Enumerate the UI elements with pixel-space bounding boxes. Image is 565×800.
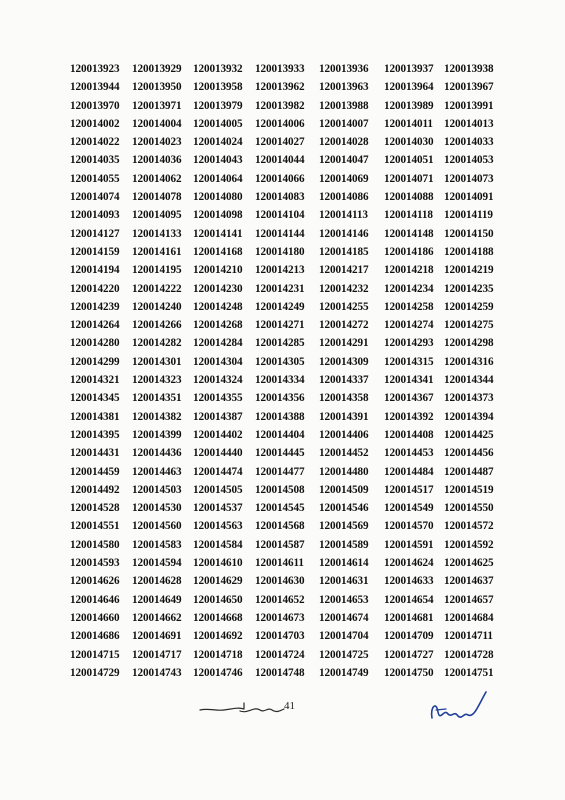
table-cell: 120014477 <box>255 465 305 478</box>
table-cell: 120014186 <box>384 245 434 258</box>
table-cell: 120014266 <box>132 319 182 332</box>
table-cell: 120013962 <box>255 81 305 94</box>
table-cell: 120014066 <box>255 172 305 185</box>
table-cell: 120014095 <box>132 209 182 222</box>
table-cell: 120014291 <box>319 337 369 350</box>
table-row <box>70 408 504 426</box>
table-row <box>70 444 504 462</box>
table-cell: 120014272 <box>319 319 369 332</box>
table-cell: 120014210 <box>193 264 243 277</box>
table-cell: 120014724 <box>255 648 305 661</box>
table-cell: 120013929 <box>132 63 182 75</box>
page-number: 41 <box>284 700 295 712</box>
table-cell: 120014646 <box>70 593 120 606</box>
table-cell: 120014248 <box>193 300 243 313</box>
table-cell: 120014394 <box>444 410 494 423</box>
table-cell: 120014684 <box>444 611 494 624</box>
table-cell: 120013923 <box>70 63 120 75</box>
table-cell: 120014358 <box>319 392 369 405</box>
table-cell: 120014704 <box>319 630 369 643</box>
table-cell: 120014239 <box>70 300 120 313</box>
table-cell: 120014235 <box>444 282 494 295</box>
table-cell: 120014570 <box>384 520 434 533</box>
table-cell: 120014649 <box>132 593 182 606</box>
table-row <box>70 646 504 664</box>
table-cell: 120014425 <box>444 428 494 441</box>
table-cell: 120014093 <box>70 209 120 222</box>
table-cell: 120014213 <box>255 264 305 277</box>
table-cell: 120014633 <box>384 575 434 588</box>
table-cell: 120014611 <box>255 557 304 570</box>
table-cell: 120014404 <box>255 428 305 441</box>
table-cell: 120014222 <box>132 282 182 295</box>
signature-left <box>198 698 286 720</box>
table-cell: 120014691 <box>132 630 182 643</box>
table-cell: 120014299 <box>70 355 120 368</box>
table-cell: 120014249 <box>255 300 305 313</box>
table-cell: 120014301 <box>132 355 182 368</box>
table-cell: 120014637 <box>444 575 494 588</box>
table-cell: 120014587 <box>255 538 305 551</box>
table-cell: 120014305 <box>255 355 305 368</box>
table-cell: 120014321 <box>70 374 120 387</box>
table-cell: 120014071 <box>384 172 434 185</box>
table-cell: 120014304 <box>193 355 243 368</box>
table-cell: 120014168 <box>193 245 243 258</box>
table-cell: 120014127 <box>70 227 120 240</box>
table-cell: 120014098 <box>193 209 243 222</box>
table-cell: 120014392 <box>384 410 434 423</box>
table-cell: 120014546 <box>319 502 369 515</box>
table-cell: 120014195 <box>132 264 182 277</box>
table-cell: 120014572 <box>444 520 494 533</box>
table-cell: 120014626 <box>70 575 120 588</box>
table-cell: 120014113 <box>319 209 368 222</box>
table-cell: 120014406 <box>319 428 369 441</box>
table-cell: 120014133 <box>132 227 182 240</box>
table-cell: 120014309 <box>319 355 369 368</box>
table-row <box>70 609 504 627</box>
table-cell: 120014674 <box>319 611 369 624</box>
table-cell: 120014028 <box>319 136 369 149</box>
table-cell: 120014355 <box>193 392 243 405</box>
table-cell: 120014007 <box>319 117 369 130</box>
table-cell: 120014073 <box>444 172 494 185</box>
table-cell: 120014614 <box>319 557 369 570</box>
table-cell: 120014589 <box>319 538 369 551</box>
table-cell: 120014150 <box>444 227 494 240</box>
table-cell: 120014487 <box>444 465 494 478</box>
table-cell: 120014024 <box>193 136 243 149</box>
table-cell: 120014729 <box>70 666 120 679</box>
table-cell: 120014484 <box>384 465 434 478</box>
table-cell: 120014069 <box>319 172 369 185</box>
table-cell: 120014681 <box>384 611 434 624</box>
table-cell: 120014074 <box>70 191 120 204</box>
table-row <box>70 389 504 407</box>
table-cell: 120014240 <box>132 300 182 313</box>
table-body <box>70 60 504 682</box>
table-row <box>70 591 504 609</box>
table-cell: 120014259 <box>444 300 494 313</box>
table-cell: 120014463 <box>132 465 182 478</box>
table-cell: 120014594 <box>132 557 182 570</box>
table-cell: 120014030 <box>384 136 434 149</box>
table-row <box>70 206 504 224</box>
table-cell: 120014431 <box>70 447 120 460</box>
table-cell: 120014367 <box>384 392 434 405</box>
table-cell: 120014692 <box>193 630 243 643</box>
table-cell: 120014231 <box>255 282 305 295</box>
table-cell: 120014492 <box>70 483 120 496</box>
table-cell: 120014159 <box>70 245 120 258</box>
table-cell: 120014717 <box>132 648 182 661</box>
table-row <box>70 115 504 133</box>
table-cell: 120013963 <box>319 81 369 94</box>
table-row <box>70 298 504 316</box>
table-row <box>70 280 504 298</box>
table-cell: 120013950 <box>132 81 182 94</box>
table-cell: 120014282 <box>132 337 182 350</box>
table-row <box>70 353 504 371</box>
table-cell: 120014668 <box>193 611 243 624</box>
table-row <box>70 463 504 481</box>
table-cell: 120014657 <box>444 593 494 606</box>
table-cell: 120014593 <box>70 557 120 570</box>
table-cell: 120014550 <box>444 502 494 515</box>
table-cell: 120014002 <box>70 117 120 130</box>
table-row <box>70 426 504 444</box>
table-cell: 120014274 <box>384 319 434 332</box>
table-cell: 120013938 <box>444 63 494 75</box>
table-cell: 120014591 <box>384 538 434 551</box>
table-cell: 120014161 <box>132 245 182 258</box>
table-cell: 120013979 <box>193 99 243 112</box>
table-cell: 120014628 <box>132 575 182 588</box>
table-cell: 120014743 <box>132 666 182 679</box>
table-cell: 120013933 <box>255 63 305 75</box>
table-cell: 120014285 <box>255 337 305 350</box>
table-cell: 120014519 <box>444 483 494 496</box>
table-cell: 120013936 <box>319 63 369 75</box>
table-cell: 120014104 <box>255 209 305 222</box>
table-cell: 120014711 <box>444 630 493 643</box>
table-row <box>70 481 504 499</box>
table-cell: 120014459 <box>70 465 120 478</box>
table-cell: 120014293 <box>384 337 434 350</box>
table-cell: 120014508 <box>255 483 305 496</box>
table-cell: 120014255 <box>319 300 369 313</box>
table-cell: 120014141 <box>193 227 243 240</box>
table-cell: 120013944 <box>70 81 120 94</box>
table-cell: 120014387 <box>193 410 243 423</box>
table-cell: 120014144 <box>255 227 305 240</box>
table-row <box>70 97 504 115</box>
table-cell: 120014629 <box>193 575 243 588</box>
table-cell: 120014323 <box>132 374 182 387</box>
table-cell: 120014509 <box>319 483 369 496</box>
table-cell: 120014271 <box>255 319 305 332</box>
table-cell: 120014673 <box>255 611 305 624</box>
table-cell: 120014653 <box>319 593 369 606</box>
table-row <box>70 334 504 352</box>
table-cell: 120014650 <box>193 593 243 606</box>
table-cell: 120014064 <box>193 172 243 185</box>
table-cell: 120014148 <box>384 227 434 240</box>
table-row <box>70 243 504 261</box>
table-cell: 120014316 <box>444 355 494 368</box>
table-cell: 120014180 <box>255 245 305 258</box>
table-cell: 120014080 <box>193 191 243 204</box>
table-cell: 120014568 <box>255 520 305 533</box>
table-cell: 120014503 <box>132 483 182 496</box>
table-cell: 120014118 <box>384 209 433 222</box>
table-row <box>70 170 504 188</box>
table-row <box>70 627 504 645</box>
table-cell: 120013964 <box>384 81 434 94</box>
table-cell: 120014088 <box>384 191 434 204</box>
table-cell: 120014232 <box>319 282 369 295</box>
table-cell: 120014746 <box>193 666 243 679</box>
table-cell: 120014337 <box>319 374 369 387</box>
table-cell: 120014006 <box>255 117 305 130</box>
roll-number-table <box>70 60 504 682</box>
table-cell: 120014334 <box>255 374 305 387</box>
table-cell: 120014027 <box>255 136 305 149</box>
table-cell: 120014456 <box>444 447 494 460</box>
table-cell: 120014035 <box>70 154 120 167</box>
table-cell: 120014750 <box>384 666 434 679</box>
table-cell: 120014382 <box>132 410 182 423</box>
table-cell: 120014258 <box>384 300 434 313</box>
table-cell: 120014351 <box>132 392 182 405</box>
table-cell: 120014480 <box>319 465 369 478</box>
table-cell: 120014268 <box>193 319 243 332</box>
table-cell: 120014022 <box>70 136 120 149</box>
table-row <box>70 517 504 535</box>
table-cell: 120014264 <box>70 319 120 332</box>
table-row <box>70 78 504 96</box>
table-cell: 120014528 <box>70 502 120 515</box>
table-cell: 120014452 <box>319 447 369 460</box>
table-cell: 120014453 <box>384 447 434 460</box>
table-cell: 120014053 <box>444 154 494 167</box>
table-cell: 120014583 <box>132 538 182 551</box>
table-cell: 120014044 <box>255 154 305 167</box>
table-cell: 120013970 <box>70 99 120 112</box>
table-row <box>70 499 504 517</box>
table-cell: 120014078 <box>132 191 182 204</box>
table-cell: 120014408 <box>384 428 434 441</box>
table-cell: 120014033 <box>444 136 494 149</box>
table-cell: 120014549 <box>384 502 434 515</box>
table-cell: 120014530 <box>132 502 182 515</box>
table-row <box>70 554 504 572</box>
table-cell: 120014298 <box>444 337 494 350</box>
table-row <box>70 133 504 151</box>
table-cell: 120014083 <box>255 191 305 204</box>
table-cell: 120014751 <box>444 666 494 679</box>
signature-right <box>426 688 490 726</box>
table-cell: 120014275 <box>444 319 494 332</box>
table-cell: 120014023 <box>132 136 182 149</box>
table-cell: 120014234 <box>384 282 434 295</box>
table-cell: 120014624 <box>384 557 434 570</box>
table-cell: 120014517 <box>384 483 434 496</box>
table-cell: 120014569 <box>319 520 369 533</box>
table-cell: 120014395 <box>70 428 120 441</box>
table-cell: 120013982 <box>255 99 305 112</box>
table-cell: 120014399 <box>132 428 182 441</box>
table-row <box>70 261 504 279</box>
table-cell: 120014537 <box>193 502 243 515</box>
table-cell: 120014146 <box>319 227 369 240</box>
table-cell: 120014584 <box>193 538 243 551</box>
table-cell: 120014402 <box>193 428 243 441</box>
table-cell: 120014652 <box>255 593 305 606</box>
table-row <box>70 664 504 682</box>
table-cell: 120014051 <box>384 154 434 167</box>
table-cell: 120014036 <box>132 154 182 167</box>
table-cell: 120014194 <box>70 264 120 277</box>
table-cell: 120014188 <box>444 245 494 258</box>
table-cell: 120014728 <box>444 648 494 661</box>
table-row <box>70 188 504 206</box>
table-cell: 120014230 <box>193 282 243 295</box>
table-cell: 120014219 <box>444 264 494 277</box>
table-cell: 120014580 <box>70 538 120 551</box>
table-cell: 120014625 <box>444 557 494 570</box>
table-cell: 120014011 <box>384 117 433 130</box>
table-cell: 120014505 <box>193 483 243 496</box>
table-cell: 120014047 <box>319 154 369 167</box>
table-cell: 120014610 <box>193 557 243 570</box>
table-cell: 120014185 <box>319 245 369 258</box>
table-cell: 120013937 <box>384 63 434 75</box>
table-cell: 120014440 <box>193 447 243 460</box>
table-cell: 120014217 <box>319 264 369 277</box>
table-cell: 120014631 <box>319 575 369 588</box>
table-row <box>70 225 504 243</box>
table-cell: 120014748 <box>255 666 305 679</box>
table-row <box>70 536 504 554</box>
table-cell: 120014345 <box>70 392 120 405</box>
table-cell: 120014551 <box>70 520 120 533</box>
table-cell: 120014560 <box>132 520 182 533</box>
table-cell: 120013932 <box>193 63 243 75</box>
table-cell: 120014715 <box>70 648 120 661</box>
table-cell: 120014373 <box>444 392 494 405</box>
table-cell: 120014725 <box>319 648 369 661</box>
table-cell: 120014592 <box>444 538 494 551</box>
table-cell: 120014119 <box>444 209 493 222</box>
table-row <box>70 572 504 590</box>
table-cell: 120014324 <box>193 374 243 387</box>
table-cell: 120013967 <box>444 81 494 94</box>
table-cell: 120014341 <box>384 374 434 387</box>
table-cell: 120014662 <box>132 611 182 624</box>
table-cell: 120014344 <box>444 374 494 387</box>
table-cell: 120014630 <box>255 575 305 588</box>
table-cell: 120014043 <box>193 154 243 167</box>
table-cell: 120014062 <box>132 172 182 185</box>
table-cell: 120014381 <box>70 410 120 423</box>
table-cell: 120014004 <box>132 117 182 130</box>
table-row <box>70 151 504 169</box>
table-cell: 120014005 <box>193 117 243 130</box>
table-cell: 120014749 <box>319 666 369 679</box>
table-cell: 120014055 <box>70 172 120 185</box>
table-cell: 120014013 <box>444 117 494 130</box>
table-row <box>70 371 504 389</box>
table-cell: 120014703 <box>255 630 305 643</box>
table-cell: 120013971 <box>132 99 182 112</box>
table-cell: 120014563 <box>193 520 243 533</box>
table-cell: 120014284 <box>193 337 243 350</box>
table-cell: 120014545 <box>255 502 305 515</box>
table-cell: 120014654 <box>384 593 434 606</box>
table-cell: 120014686 <box>70 630 120 643</box>
table-cell: 120014474 <box>193 465 243 478</box>
table-cell: 120014660 <box>70 611 120 624</box>
table-cell: 120013989 <box>384 99 434 112</box>
table-cell: 120013991 <box>444 99 494 112</box>
table-cell: 120013958 <box>193 81 243 94</box>
table-cell: 120014315 <box>384 355 434 368</box>
table-cell: 120014718 <box>193 648 243 661</box>
table-cell: 120014220 <box>70 282 120 295</box>
table-cell: 120014218 <box>384 264 434 277</box>
table-cell: 120014709 <box>384 630 434 643</box>
table-cell: 120014086 <box>319 191 369 204</box>
table-cell: 120014391 <box>319 410 369 423</box>
table-cell: 120014091 <box>444 191 494 204</box>
table-row <box>70 60 504 78</box>
table-row <box>70 316 504 334</box>
table-cell: 120013988 <box>319 99 369 112</box>
table-cell: 120014280 <box>70 337 120 350</box>
table-cell: 120014727 <box>384 648 434 661</box>
table-cell: 120014356 <box>255 392 305 405</box>
table-cell: 120014436 <box>132 447 182 460</box>
table-cell: 120014445 <box>255 447 305 460</box>
table-cell: 120014388 <box>255 410 305 423</box>
